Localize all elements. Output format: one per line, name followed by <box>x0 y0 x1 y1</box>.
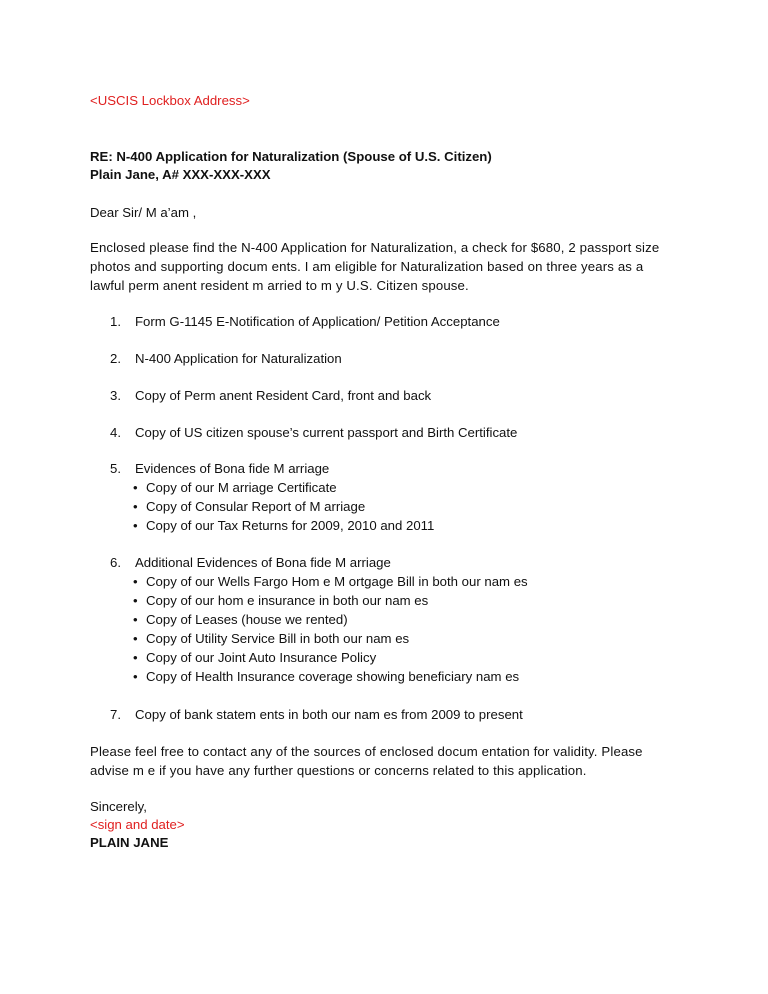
list-number: 6. <box>110 555 121 570</box>
list-text: Additional Evidences of Bona fide M arriage <box>135 555 391 570</box>
list-text: Copy of bank statem ents in both our nam es from 2009 to present <box>135 707 523 722</box>
bullet-icon: • <box>133 669 138 684</box>
bullet-item: • Copy of our Tax Returns for 2009, 2010 and 2011 <box>133 518 435 533</box>
bullet-item: • Copy of our Joint Auto Insurance Policy <box>133 650 377 665</box>
list-text: Form G-1145 E-Notification of Application/ Petition Acceptance <box>135 314 500 329</box>
intro-line: Enclosed please find the N-400 Application for Naturalization, a check for $680, 2 passport size <box>90 240 660 255</box>
list-number: 1. <box>110 314 121 329</box>
sign-placeholder: <sign and date> <box>90 817 185 832</box>
bullet-icon: • <box>133 593 138 608</box>
intro-line: photos and supporting docum ents. I am eligible for Naturalization based on three years as a <box>90 259 644 274</box>
list-number: 2. <box>110 351 121 366</box>
signer-name: PLAIN JANE <box>90 835 169 850</box>
closing-line: advise m e if you have any further questions or concerns related to this application. <box>90 763 587 778</box>
bullet-item: • Copy of Health Insurance coverage showing beneficiary nam es <box>133 669 520 684</box>
bullet-item: • Copy of Utility Service Bill in both our nam es <box>133 631 410 646</box>
list-number: 7. <box>110 707 121 722</box>
bullet-item: • Copy of our M arriage Certificate <box>133 480 337 495</box>
closing-line: Please feel free to contact any of the sources of enclosed docum entation for validity. Please <box>90 744 643 759</box>
bullet-icon: • <box>133 650 138 665</box>
re-line: RE: N-400 Application for Naturalization (Spouse of U.S. Citizen) <box>90 149 492 164</box>
bullet-item: • Copy of Consular Report of M arriage <box>133 499 366 514</box>
bullet-icon: • <box>133 612 138 627</box>
list-number: 4. <box>110 425 121 440</box>
list-number: 3. <box>110 388 121 403</box>
bullet-item: • Copy of Leases (house we rented) <box>133 612 348 627</box>
list-text: Evidences of Bona fide M arriage <box>135 461 330 476</box>
address-placeholder: <USCIS Lockbox Address> <box>90 93 250 108</box>
intro-line: lawful perm anent resident m arried to m y U.S. Citizen spouse. <box>90 278 469 293</box>
applicant-line: Plain Jane, A# XXX-XXX-XXX <box>90 167 271 182</box>
bullet-item: • Copy of our Wells Fargo Hom e M ortgage Bill in both our nam es <box>133 574 528 589</box>
bullet-icon: • <box>133 518 138 533</box>
list-number: 5. <box>110 461 121 476</box>
signoff: Sincerely, <box>90 799 147 814</box>
bullet-icon: • <box>133 480 138 495</box>
bullet-list-5 <box>133 478 434 535</box>
bullet-item: • Copy of our hom e insurance in both our nam es <box>133 593 429 608</box>
intro-paragraph <box>90 238 690 295</box>
bullet-icon: • <box>133 574 138 589</box>
bullet-icon: • <box>133 631 138 646</box>
salutation: Dear Sir/ M a’am , <box>90 205 197 220</box>
bullet-list-6 <box>133 572 528 686</box>
list-text: Copy of US citizen spouse’s current passport and Birth Certificate <box>135 425 518 440</box>
list-text: N-400 Application for Naturalization <box>135 351 342 366</box>
closing-paragraph <box>90 742 690 780</box>
bullet-icon: • <box>133 499 138 514</box>
list-text: Copy of Perm anent Resident Card, front and back <box>135 388 432 403</box>
